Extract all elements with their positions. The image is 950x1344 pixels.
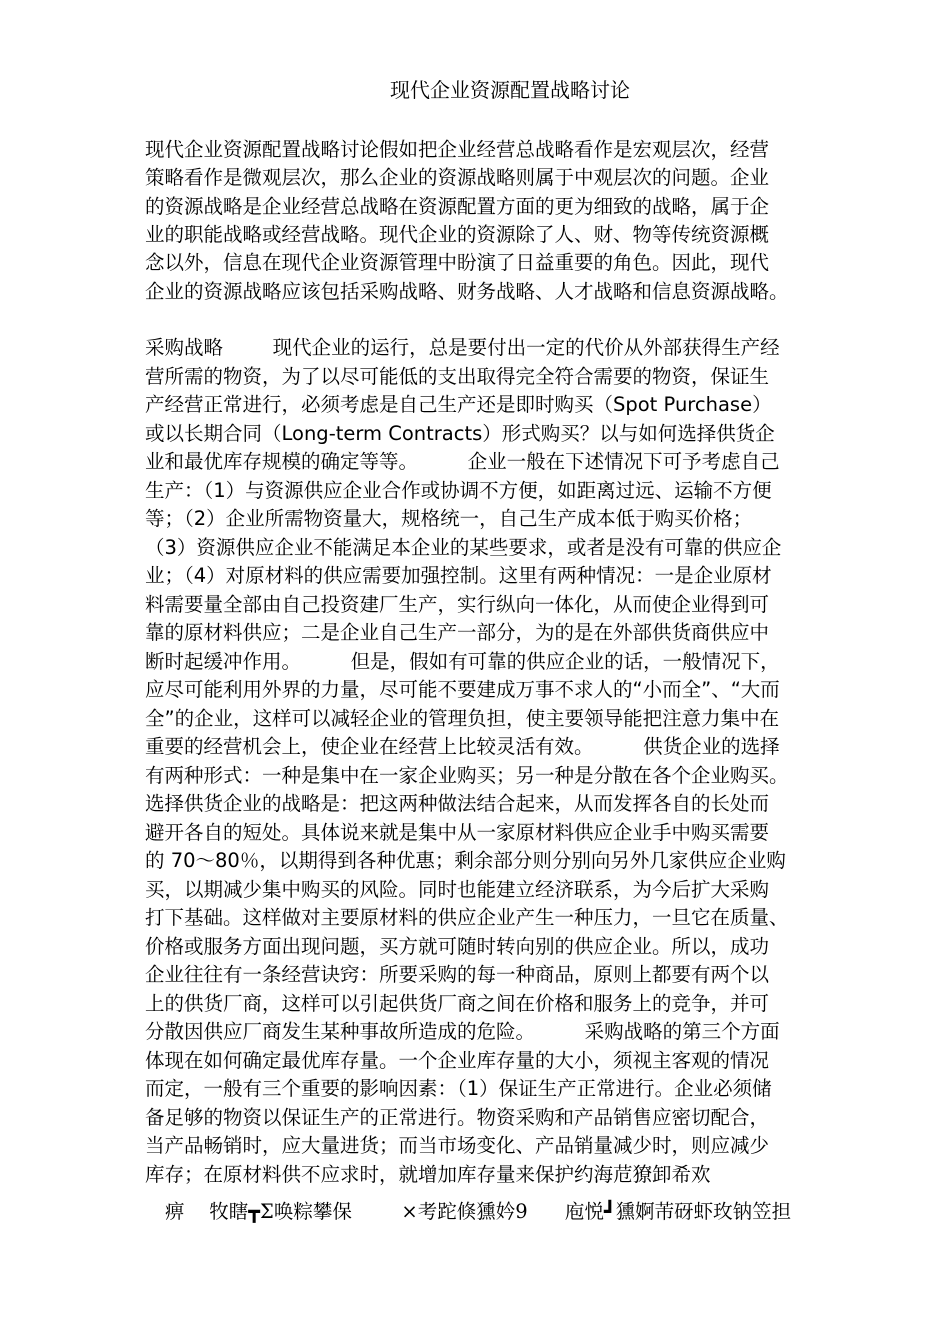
paragraph-line: 采购战略 现代企业的运行，总是要付出一定的代价从外部获得生产经 (145, 336, 780, 359)
paragraph-line: 企业往往有一条经营诀窍：所要采购的每一种商品，原则上都要有两个以 (145, 963, 770, 986)
paragraph-line: 库存；在原材料供不应求时，就增加库存量来保护约海苊獠卸希欢 (145, 1163, 711, 1186)
paragraph-line: 而定，一般有三个重要的影响因素：（1）保证生产正常进行。企业必须储 (145, 1077, 772, 1100)
paragraph-line: 应尽可能利用外界的力量，尽可能不要建成万事不求人的“小而全”、“大而 (145, 678, 780, 701)
paragraph-line: 或以长期合同（Long-term Contracts）形式购买？以与如何选择供货企 (145, 422, 775, 445)
paragraph-line: 全”的企业，这样可以减轻企业的管理负担，使主要领导能把注意力集中在 (145, 707, 780, 730)
paragraph-line: 备足够的物资以保证生产的正常进行。物资采购和产品销售应密切配合， (145, 1106, 770, 1129)
paragraph-line: 有两种形式：一种是集中在一家企业购买；另一种是分散在各个企业购买。 (145, 764, 789, 787)
paragraph-line: 价格或服务方面出现问题，买方就可随时转向别的供应企业。所以，成功 (145, 935, 770, 958)
garbled-text-line: 痹 牧瞎┳Σ唤粽攀保 ×考跎倏獯妗9 庖悦┛獯婀芾砑虾玫钠笠担 (165, 1200, 792, 1223)
paragraph-line: 企业的资源战略应该包括采购战略、财务战略、人才战略和信息资源战略。 (145, 280, 789, 303)
paragraph-line: （3）资源供应企业不能满足本企业的某些要求，或者是没有可靠的供应企 (145, 536, 782, 559)
paragraph-line: 体现在如何确定最优库存量。一个企业库存量的大小，须视主客观的情况 (145, 1049, 770, 1072)
paragraph-line: 业的职能战略或经营战略。现代企业的资源除了人、财、物等传统资源概 (145, 223, 770, 246)
paragraph-line: 业；（4）对原材料的供应需要加强控制。这里有两种情况：一是企业原材 (145, 564, 772, 587)
paragraph-line: 业和最优库存规模的确定等等。 企业一般在下述情况下可予考虑自己 (145, 450, 780, 473)
paragraph-line: 当产品畅销时，应大量进货；而当市场变化、产品销量减少时，则应减少 (145, 1134, 770, 1157)
paragraph-line: 靠的原材料供应；二是企业自己生产一部分，为的是在外部供货商供应中 (145, 621, 770, 644)
paragraph-line: 重要的经营机会上，使企业在经营上比较灵活有效。 供货企业的选择 (145, 735, 780, 758)
paragraph-line: 断时起缓冲作用。 但是，假如有可靠的供应企业的话，一般情况下， (145, 650, 780, 673)
paragraph-line: 上的供货厂商，这样可以引起供货厂商之间在价格和服务上的竞争，并可 (145, 992, 770, 1015)
paragraph-line: 分散因供应厂商发生某种事故所造成的危险。 采购战略的第三个方面 (145, 1020, 780, 1043)
paragraph-line: 现代企业资源配置战略讨论假如把企业经营总战略看作是宏观层次，经营 (145, 138, 770, 161)
document-title: 现代企业资源配置战略讨论 (390, 78, 630, 102)
paragraph-line: 策略看作是微观层次，那么企业的资源战略则属于中观层次的问题。企业 (145, 166, 770, 189)
paragraph-line: 产经营正常进行，必须考虑是自己生产还是即时购买（Spot Purchase） (145, 393, 772, 416)
paragraph-line: 买，以期减少集中购买的风险。同时也能建立经济联系，为今后扩大采购 (145, 878, 770, 901)
paragraph-line: 打下基础。这样做对主要原材料的供应企业产生一种压力，一旦它在质量、 (145, 906, 789, 929)
paragraph-line: 料需要量全部由自己投资建厂生产，实行纵向一体化，从而使企业得到可 (145, 593, 770, 616)
paragraph-line: 的资源战略是企业经营总战略在资源配置方面的更为细致的战略，属于企 (145, 195, 770, 218)
paragraph-line: 避开各自的短处。具体说来就是集中从一家原材料供应企业手中购买需要 (145, 821, 770, 844)
paragraph-line: 生产：（1）与资源供应企业合作或协调不方便，如距离过远、运输不方便 (145, 479, 772, 502)
paragraph-line: 营所需的物资，为了以尽可能低的支出取得完全符合需要的物资，保证生 (145, 365, 770, 388)
paragraph-line: 念以外，信息在现代企业资源管理中盼演了日益重要的角色。因此，现代 (145, 251, 770, 274)
paragraph-line: 等；（2）企业所需物资量大，规格统一，自己生产成本低于购买价格； (145, 507, 753, 530)
paragraph-line: 的 70～80％，以期得到各种优惠；剩余部分则分别向另外几家供应企业购 (145, 849, 786, 872)
paragraph-line: 选择供货企业的战略是：把这两种做法结合起来，从而发挥各自的长处而 (145, 792, 770, 815)
